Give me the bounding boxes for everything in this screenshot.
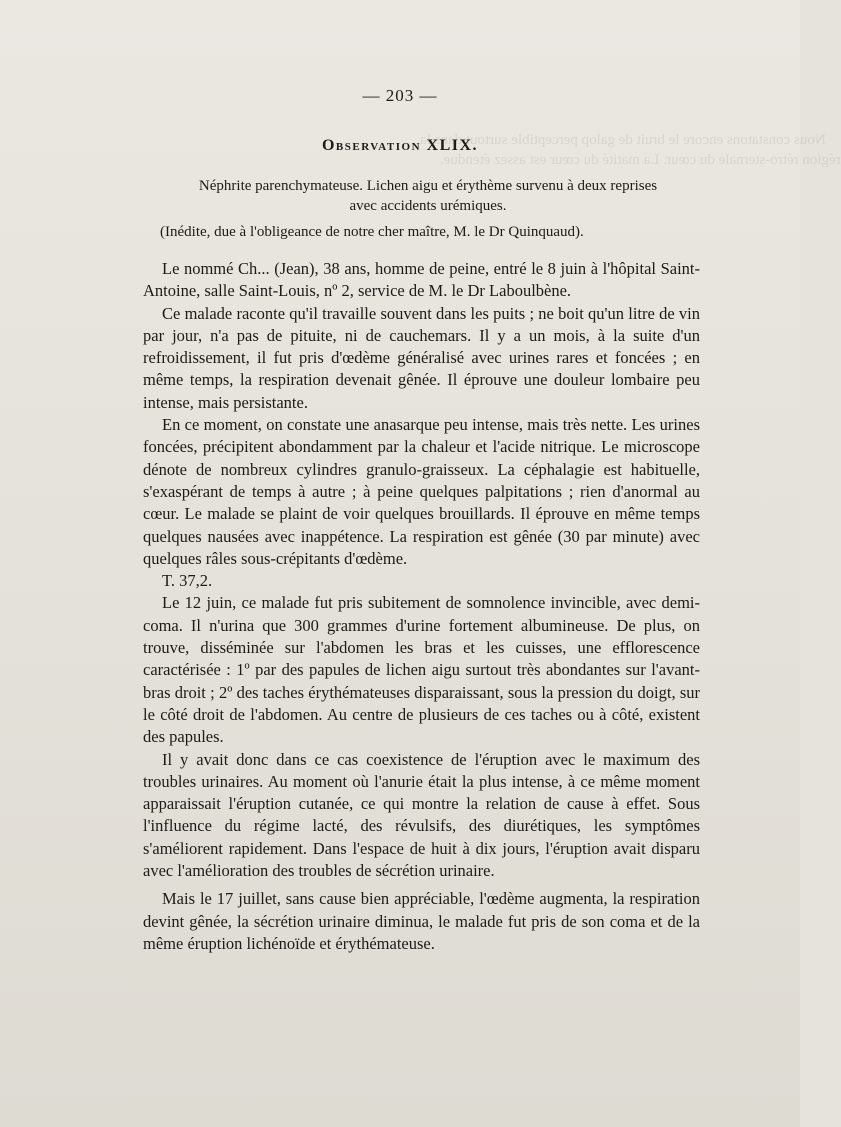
temperature-reading: T. 37,2. xyxy=(162,571,213,591)
page-number: — 203 — xyxy=(362,86,438,105)
paragraph: Mais le 17 juillet, sans cause bien appréciable, l'œdème augmenta, la respiration devint gênée, la sécrétion urinaire diminua, le malade fut pris de son coma et de la même éruption lichénoïde et érythémateuse. xyxy=(143,889,700,953)
paragraph: Ce malade raconte qu'il travaille souvent dans les puits ; ne boit qu'un litre de vin par jour, n'a pas de pituite, ni de cauchemars. Il y a un mois, à la suite d'un refroidissement, il fut pris d'œdème généralisé avec urines rares et foncées ; en même temps, la respiration devenait gênée. Il éprouve une douleur lombaire peu intense, mais persistante. xyxy=(143,303,700,412)
observation-body xyxy=(143,258,700,955)
paragraph: Le nommé Ch... (Jean), 38 ans, homme de peine, entré le 8 juin à l'hôpital Saint-Antoine, salle Saint-Louis, nº 2, service de M. le Dr Laboulbène. xyxy=(143,259,700,301)
subtitle-line: Néphrite parenchymateuse. Lichen aigu et érythème survenu à deux reprises xyxy=(198,178,658,194)
observation-title: Observation XLIX. xyxy=(321,137,479,154)
paragraph: Le 12 juin, ce malade fut pris subitement de somnolence invincible, avec demi-coma. Il n'urina que 300 grammes d'urine fortement albumineuse. De plus, on trouve, disséminée sur l'abdomen les bras et les cuisses, une efflorescence caractérisée : 1º par des papules de lichen aigu surtout très abondantes sur l'avant-bras droit ; 2º des taches érythémateuses disparaissant, sous la pression du doigt, sur le côté droit de l'abdomen. Au centre de plusieurs de ces taches ou à côté, existent des papules. xyxy=(143,593,700,747)
observation-subtitle xyxy=(158,176,698,216)
source-note: (Inédite, due à l'obligeance de notre cher maître, M. le Dr Quinquaud). xyxy=(160,224,584,240)
paragraph: Il y avait donc dans ce cas coexistence de l'éruption avec le maximum des troubles urinaires. Au moment où l'anurie était la plus intense, à ce même moment apparaissait l'éruption cutanée, ce qui montre la relation de cause à effet. Sous l'influence du régime lacté, des révulsifs, des diurétiques, les symptômes s'améliorent rapidement. Dans l'espace de huit à dix jours, l'éruption avait disparu avec l'amélioration des troubles de sécrétion urinaire. xyxy=(143,749,700,881)
bleed-through-text: région rétro-sternale du cœur. La matité du cœur est assez étendue. xyxy=(440,152,841,168)
subtitle-line: avec accidents urémiques. xyxy=(349,198,507,214)
bleed-through-text: Nous constatons encore le bruit de galop perceptible surtout dans la xyxy=(420,132,826,148)
paragraph: En ce moment, on constate une anasarque peu intense, mais très nette. Les urines foncées, précipitent abondamment par la chaleur et l'acide nitrique. Le microscope dénote de nombreux cylindres granulo-graisseux. La céphalagie est habituelle, s'exaspérant de temps à autre ; à peine quelques palpitations ; rien d'anormal au cœur. Le malade se plaint de voir quelques brouillards. Il éprouve en même temps quelques nausées avec inappétence. La respiration est gênée (30 par minute) avec quelques râles sous-crépitants d'œdème. xyxy=(143,415,700,568)
